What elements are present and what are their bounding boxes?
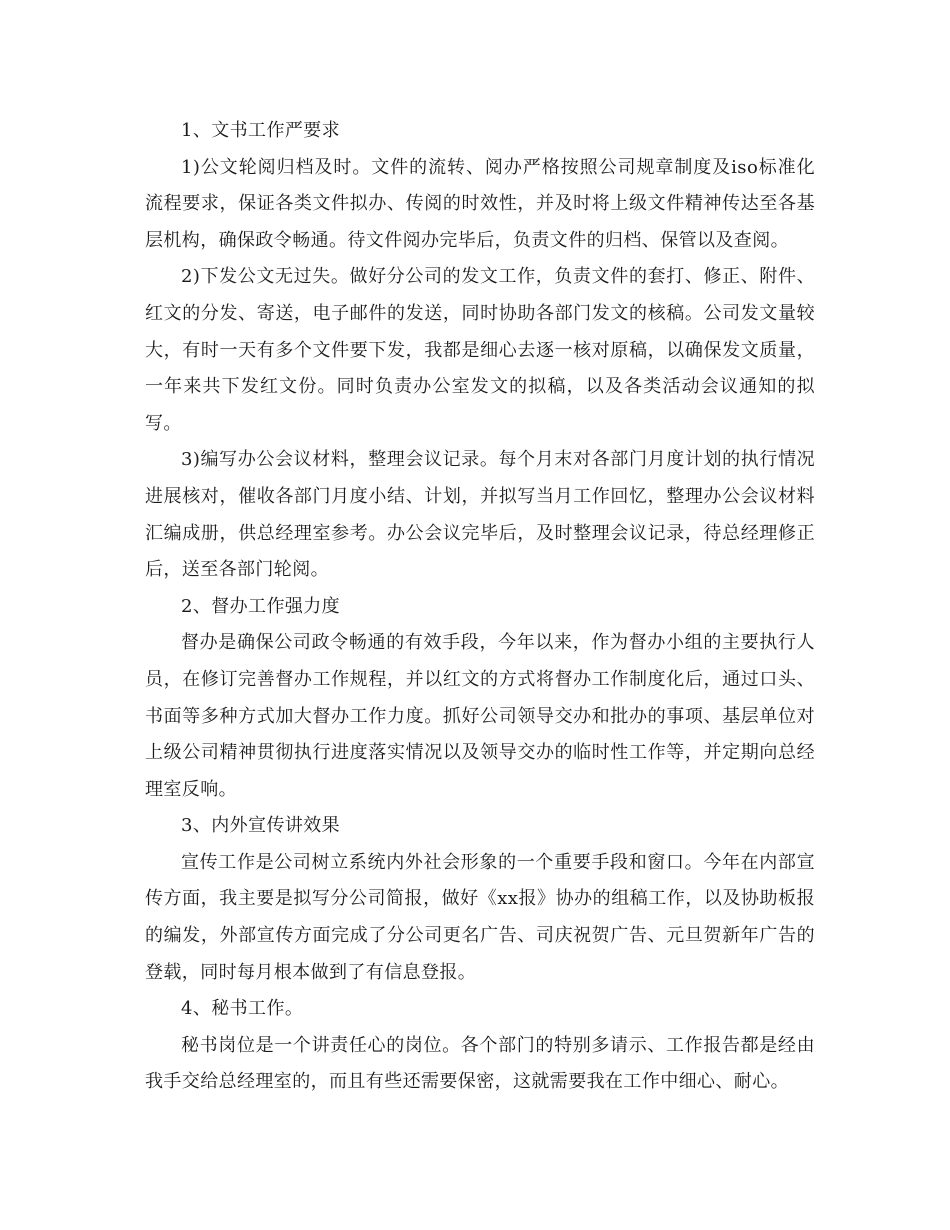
paragraph-1-2: 2)下发公文无过失。做好分公司的发文工作，负责文件的套打、修正、附件、红文的分发、寄送，电子邮件的发送，同时协助各部门发文的核稿。公司发文量较大，有时一天有多个文件要下发，我都是细心去逐一核对原稿，以确保发文质量，一年来共下发红文份。同时负责办公室发文的拟稿，以及各类活动会议通知的拟写。 [145, 266, 815, 434]
paragraph-1-1: 1)公文轮阅归档及时。文件的流转、阅办严格按照公司规章制度及iso标准化流程要求，保证各类文件拟办、传阅的时效性，并及时将上级文件精神传达至各基层机构，确保政令畅通。待文件阅办完毕后，负责文件的归档、保管以及查阅。 [145, 156, 815, 251]
paragraph-1-3: 3)编写办公会议材料，整理会议记录。每个月末对各部门月度计划的执行情况进展核对，催收各部门月度小结、计划，并拟写当月工作回忆，整理办公会议材料汇编成册，供总经理室参考。办公会议完毕后，及时整理会议记录，待总经理修正后，送至各部门轮阅。 [145, 449, 815, 581]
paragraph-4-1: 秘书岗位是一个讲责任心的岗位。各个部门的特别多请示、工作报告都是经由我手交给总经理室的，而且有些还需要保密，这就需要我在工作中细心、耐心。 [145, 1034, 815, 1093]
section-heading-3: 3、内外宣传讲效果 [181, 815, 341, 837]
document-body [145, 113, 815, 1101]
section-heading-2: 2、督办工作强力度 [181, 595, 341, 617]
section-heading-4: 4、秘书工作。 [181, 998, 304, 1020]
section-heading-1: 1、文书工作严要求 [181, 120, 341, 141]
paragraph-2-1: 督办是确保公司政令畅通的有效手段，今年以来，作为督办小组的主要执行人员，在修订完善督办工作规程，并以红文的方式将督办工作制度化后，通过口头、书面等多种方式加大督办工作力度。抓好公司领导交办和批办的事项、基层单位对上级公司精神贯彻执行进度落实情况以及领导交办的临时性工作等，并定期向总经理室反响。 [145, 632, 815, 800]
paragraph-3-1: 宣传工作是公司树立系统内外社会形象的一个重要手段和窗口。今年在内部宣传方面，我主要是拟写分公司简报，做好《xx报》协办的组稿工作，以及协助板报的编发，外部宣传方面完成了分公司更名广告、司庆祝贺广告、元旦贺新年广告的登载，同时每月根本做到了有信息登报。 [145, 851, 815, 983]
